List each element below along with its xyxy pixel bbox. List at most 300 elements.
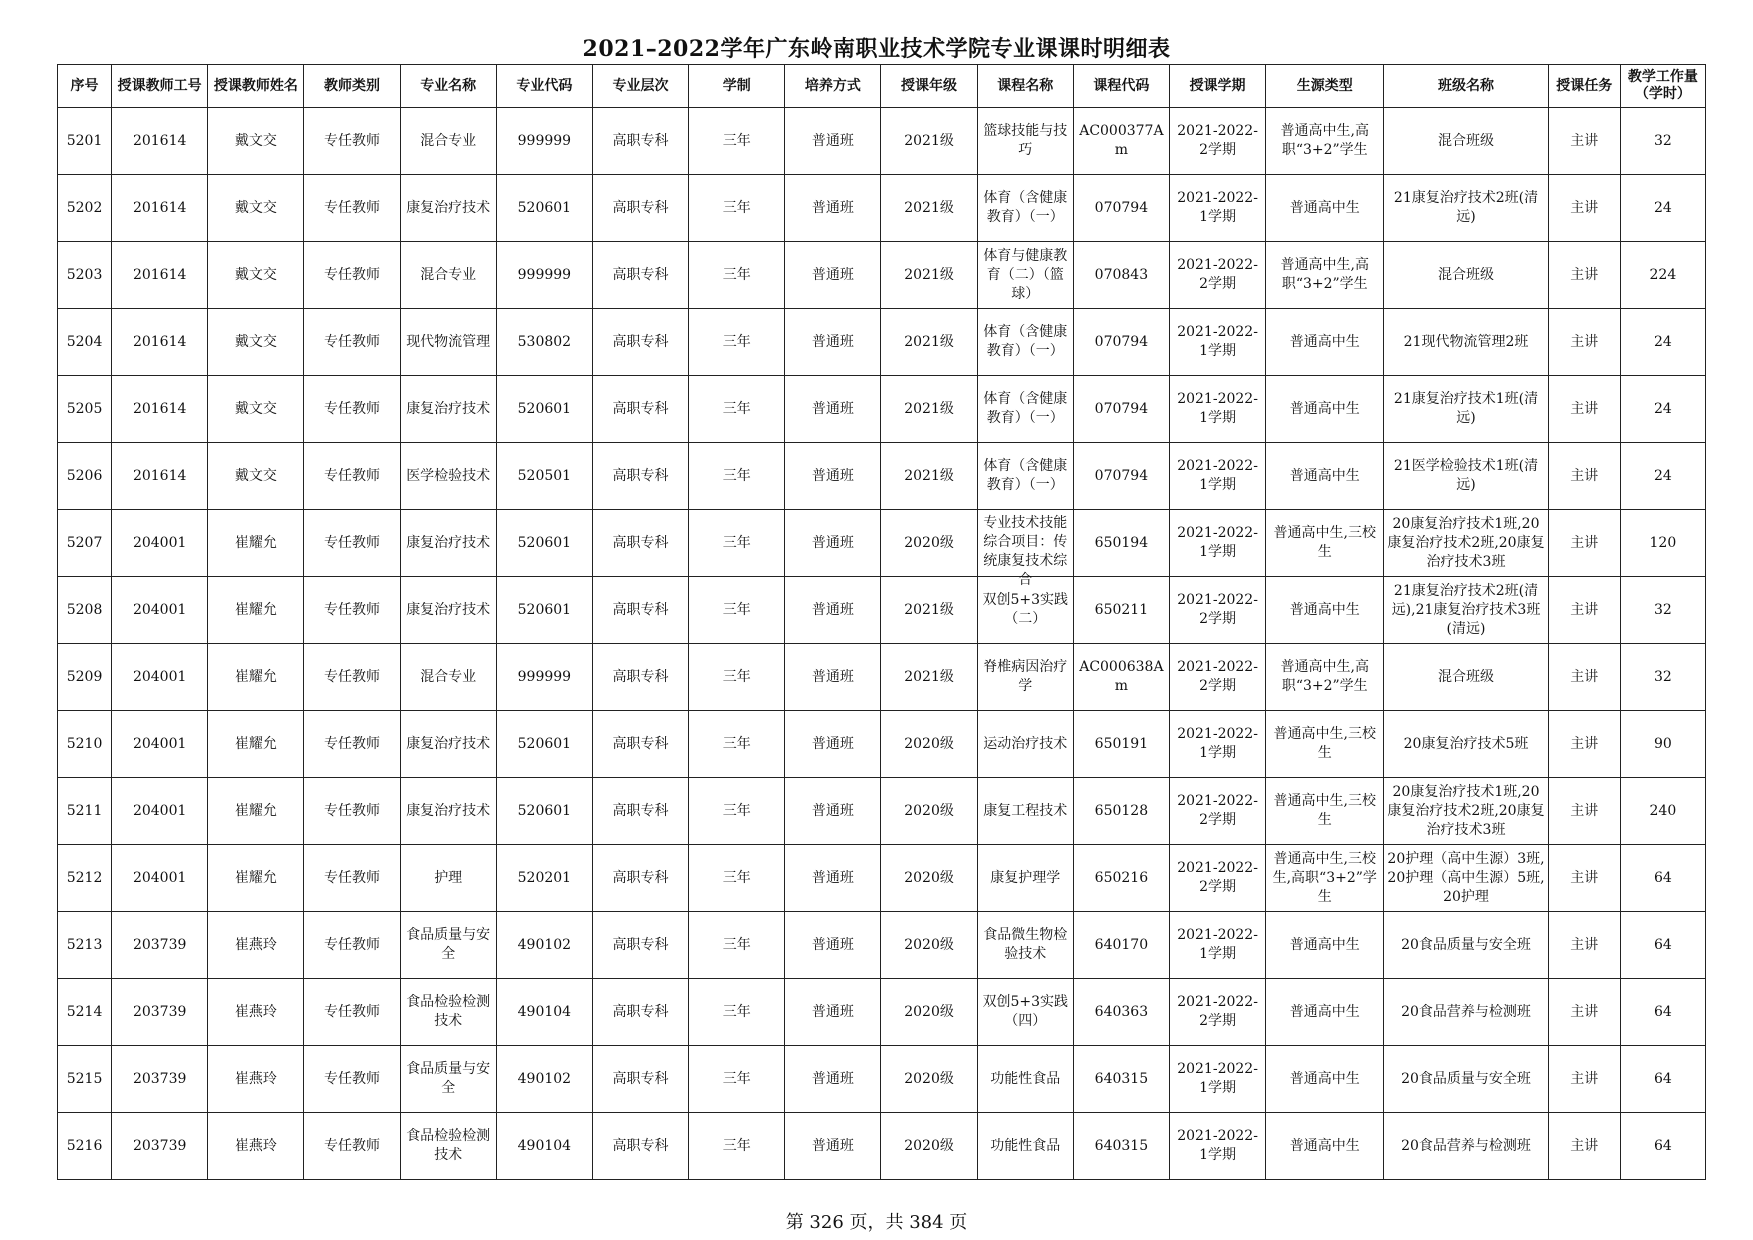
column-header: 教学工作量（学时）	[1620, 65, 1705, 108]
cell-text: 康复治疗技术	[406, 400, 491, 417]
cell-text: 5211	[66, 802, 103, 819]
table-cell	[1620, 309, 1705, 376]
cell-text: 专任教师	[324, 1137, 381, 1154]
table-cell	[112, 1046, 208, 1113]
table-cell	[689, 1046, 785, 1113]
table-cell	[58, 510, 112, 577]
table-cell	[977, 242, 1073, 309]
table-cell	[112, 242, 208, 309]
table-cell	[112, 644, 208, 711]
cell-text: 戴文交	[234, 333, 277, 350]
cell-text: 专任教师	[324, 400, 381, 417]
cell-text: 20康复治疗技术1班,20康复治疗技术2班,20康复治疗技术3班	[1387, 515, 1545, 570]
cell-text: 主讲	[1570, 601, 1599, 618]
cell-text: 普通高中生	[1289, 1003, 1360, 1020]
cell-text: 普通班	[811, 802, 854, 819]
table-cell	[208, 1046, 304, 1113]
table-row	[58, 242, 1706, 309]
cell-text: 高职专科	[612, 1070, 669, 1087]
cell-text: 三年	[722, 400, 751, 417]
table-cell	[785, 443, 881, 510]
cell-text: 20食品营养与检测班	[1401, 1003, 1531, 1020]
cell-text: 三年	[722, 802, 751, 819]
table-cell	[112, 979, 208, 1046]
table-cell	[1548, 309, 1620, 376]
cell-text: 专任教师	[324, 869, 381, 886]
cell-text: 普通班	[811, 1070, 854, 1087]
cell-text: 204001	[132, 869, 187, 886]
table-cell	[1620, 845, 1705, 912]
table-cell	[1073, 309, 1169, 376]
cell-text: 专任教师	[324, 1003, 381, 1020]
cell-text: 三年	[722, 1003, 751, 1020]
cell-text: 高职专科	[612, 333, 669, 350]
table-cell	[400, 376, 496, 443]
table-cell	[881, 510, 977, 577]
cell-text: 体育（含健康教育）（一）	[983, 391, 1068, 426]
cell-text: 食品质量与安全	[406, 927, 491, 962]
table-cell	[1169, 711, 1265, 778]
table-cell	[400, 979, 496, 1046]
table-cell	[1620, 1046, 1705, 1113]
table-cell	[1169, 175, 1265, 242]
header-row	[58, 65, 1706, 108]
table-cell	[58, 711, 112, 778]
cell-text: 三年	[722, 668, 751, 685]
table-cell	[58, 108, 112, 175]
table-cell	[689, 309, 785, 376]
cell-text: 主讲	[1570, 400, 1599, 417]
cell-text: 520601	[517, 400, 572, 417]
table-cell	[592, 577, 688, 644]
cell-text: 主讲	[1570, 1137, 1599, 1154]
cell-text: 2020级	[904, 534, 954, 551]
cell-text: AC000377Am	[1079, 123, 1164, 158]
table-cell	[1620, 912, 1705, 979]
cell-text: 2020级	[904, 735, 954, 752]
table-cell	[1266, 175, 1384, 242]
cell-text: 520601	[517, 601, 572, 618]
cell-text: 201614	[132, 199, 187, 216]
table-cell	[1073, 912, 1169, 979]
cell-text: 崔燕玲	[234, 1003, 277, 1020]
table-cell	[1620, 644, 1705, 711]
table-cell	[1384, 1046, 1548, 1113]
cell-text: 2021-2022-2学期	[1177, 123, 1258, 158]
table-cell	[304, 175, 400, 242]
cell-text: 主讲	[1570, 869, 1599, 886]
table-cell	[592, 443, 688, 510]
table-cell	[785, 845, 881, 912]
table-cell	[1073, 443, 1169, 510]
table-cell	[1548, 845, 1620, 912]
table-cell	[1266, 242, 1384, 309]
column-header: 教师类别	[304, 65, 400, 108]
table-cell	[1384, 309, 1548, 376]
table-cell	[1266, 376, 1384, 443]
table-cell	[1073, 845, 1169, 912]
table-cell	[58, 912, 112, 979]
table-cell	[1266, 711, 1384, 778]
table-row	[58, 309, 1706, 376]
table-cell	[977, 644, 1073, 711]
table-cell	[58, 577, 112, 644]
cell-text: 体育（含健康教育）（一）	[983, 458, 1068, 493]
cell-text: 530802	[517, 333, 572, 350]
table-row	[58, 979, 1706, 1046]
table-cell	[1548, 443, 1620, 510]
cell-text: 5204	[66, 333, 103, 350]
cell-text: 普通班	[811, 467, 854, 484]
table-header	[58, 65, 1706, 108]
table-cell	[1620, 1113, 1705, 1180]
table-cell	[785, 108, 881, 175]
table-cell	[1266, 510, 1384, 577]
table-cell	[304, 443, 400, 510]
cell-text: 490102	[517, 936, 572, 953]
cell-text: 三年	[722, 601, 751, 618]
cell-text: 普通高中生	[1289, 467, 1360, 484]
table-cell	[592, 175, 688, 242]
table-cell	[496, 443, 592, 510]
cell-text: 2021-2022-2学期	[1177, 994, 1258, 1029]
table-cell	[1548, 979, 1620, 1046]
cell-text: 2021-2022-1学期	[1177, 726, 1258, 761]
cell-text: 医学检验技术	[406, 467, 491, 484]
table-cell	[1169, 1046, 1265, 1113]
column-header: 授课年级	[881, 65, 977, 108]
cell-text: 康复治疗技术	[406, 199, 491, 216]
course-hours-table	[57, 64, 1706, 1180]
cell-text: 崔耀允	[234, 534, 277, 551]
column-header: 授课教师姓名	[208, 65, 304, 108]
cell-text: 21现代物流管理2班	[1403, 333, 1529, 350]
cell-text: 24	[1653, 199, 1672, 216]
cell-text: 混合专业	[420, 132, 477, 149]
cell-text: 高职专科	[612, 1003, 669, 1020]
table-cell	[1169, 1113, 1265, 1180]
table-cell	[400, 845, 496, 912]
table-cell	[881, 979, 977, 1046]
cell-text: 混合班级	[1438, 132, 1494, 149]
cell-text: 普通高中生	[1289, 1070, 1360, 1087]
cell-text: 204001	[132, 534, 187, 551]
table-cell	[785, 577, 881, 644]
table-cell	[1548, 1046, 1620, 1113]
cell-text: 240	[1649, 802, 1677, 819]
cell-text: 高职专科	[612, 534, 669, 551]
cell-text: 650211	[1094, 601, 1149, 618]
cell-text: 650216	[1094, 869, 1149, 886]
table-cell	[400, 711, 496, 778]
cell-text: 5212	[66, 869, 103, 886]
cell-text: 21康复治疗技术2班(清远)	[1393, 190, 1539, 225]
column-header: 授课学期	[1169, 65, 1265, 108]
table-cell	[1169, 845, 1265, 912]
table-cell	[1620, 577, 1705, 644]
cell-text: 主讲	[1570, 333, 1599, 350]
table-row	[58, 912, 1706, 979]
cell-text: 高职专科	[612, 266, 669, 283]
table-cell	[977, 912, 1073, 979]
cell-text: 普通班	[811, 601, 854, 618]
table-cell	[304, 510, 400, 577]
cell-text: 高职专科	[612, 735, 669, 752]
cell-text: 5209	[66, 668, 103, 685]
table-cell	[881, 376, 977, 443]
cell-text: 三年	[722, 534, 751, 551]
cell-text: 2021-2022-1学期	[1177, 927, 1258, 962]
cell-text: 普通高中生,三校生,高职“3+2”学生	[1272, 850, 1377, 905]
cell-text: 2021级	[904, 199, 954, 216]
column-header: 学制	[689, 65, 785, 108]
table-cell	[689, 979, 785, 1046]
table-cell	[881, 912, 977, 979]
table-cell	[1384, 376, 1548, 443]
table-cell	[208, 577, 304, 644]
table-cell	[58, 1046, 112, 1113]
table-cell	[112, 711, 208, 778]
cell-text: 普通高中生	[1289, 936, 1360, 953]
cell-text: 2021级	[904, 400, 954, 417]
cell-text: 204001	[132, 802, 187, 819]
cell-text: 普通班	[811, 668, 854, 685]
table-cell	[1620, 175, 1705, 242]
table-cell	[1169, 376, 1265, 443]
cell-text: 康复护理学	[990, 869, 1061, 886]
table-cell	[689, 778, 785, 845]
table-cell	[689, 108, 785, 175]
cell-text: 20食品质量与安全班	[1401, 1070, 1531, 1087]
table-cell	[1169, 644, 1265, 711]
table-cell	[785, 979, 881, 1046]
cell-text: 普通高中生,三校生	[1273, 525, 1376, 560]
table-cell	[496, 778, 592, 845]
cell-text: 5213	[66, 936, 103, 953]
table-cell	[689, 376, 785, 443]
cell-text: 康复治疗技术	[406, 601, 491, 618]
cell-text: 20食品质量与安全班	[1401, 936, 1531, 953]
cell-text: 2021级	[904, 132, 954, 149]
table-cell	[689, 845, 785, 912]
table-cell	[496, 108, 592, 175]
cell-text: 戴文交	[234, 400, 277, 417]
cell-text: 专任教师	[324, 266, 381, 283]
cell-text: 520601	[517, 534, 572, 551]
cell-text: 640315	[1094, 1070, 1149, 1087]
cell-text: 三年	[722, 1137, 751, 1154]
table-cell	[1266, 577, 1384, 644]
table-cell	[1548, 376, 1620, 443]
cell-text: 专任教师	[324, 668, 381, 685]
table-cell	[304, 644, 400, 711]
table-cell	[592, 242, 688, 309]
table-cell	[1266, 309, 1384, 376]
cell-text: 490104	[517, 1137, 572, 1154]
cell-text: 2021-2022-1学期	[1177, 190, 1258, 225]
cell-text: 32	[1653, 132, 1672, 149]
table-cell	[304, 711, 400, 778]
cell-text: 普通班	[811, 869, 854, 886]
cell-text: 2021-2022-1学期	[1177, 1128, 1258, 1163]
table-cell	[58, 979, 112, 1046]
table-cell	[496, 845, 592, 912]
table-cell	[208, 309, 304, 376]
cell-text: 戴文交	[234, 467, 277, 484]
table-cell	[1548, 912, 1620, 979]
table-cell	[1384, 711, 1548, 778]
cell-text: 520601	[517, 735, 572, 752]
cell-text: 普通高中生,高职“3+2”学生	[1280, 257, 1369, 292]
table-cell	[400, 242, 496, 309]
cell-text: 490102	[517, 1070, 572, 1087]
cell-text: 2021级	[904, 601, 954, 618]
table-cell	[1169, 510, 1265, 577]
cell-text: 20康复治疗技术1班,20康复治疗技术2班,20康复治疗技术3班	[1387, 783, 1545, 838]
cell-text: 490104	[517, 1003, 572, 1020]
cell-text: 5205	[66, 400, 103, 417]
cell-text: 崔耀允	[234, 735, 277, 752]
table-cell	[58, 1113, 112, 1180]
table-cell	[689, 644, 785, 711]
cell-text: 32	[1653, 668, 1672, 685]
cell-text: 普通高中生,三校生	[1273, 793, 1376, 828]
table-cell	[977, 510, 1073, 588]
table-cell	[592, 510, 688, 577]
cell-text: 224	[1649, 266, 1677, 283]
table-cell	[881, 309, 977, 376]
table-cell	[1384, 175, 1548, 242]
table-cell	[977, 845, 1073, 912]
table-row	[58, 443, 1706, 510]
table-cell	[496, 912, 592, 979]
table-cell	[1384, 979, 1548, 1046]
table-cell	[1073, 644, 1169, 711]
table-cell	[400, 1046, 496, 1113]
cell-text: 2021-2022-1学期	[1177, 525, 1258, 560]
table-cell	[1266, 778, 1384, 845]
table-cell	[112, 510, 208, 577]
table-cell	[881, 1046, 977, 1113]
table-cell	[1548, 175, 1620, 242]
cell-text: 999999	[517, 132, 572, 149]
cell-text: 专任教师	[324, 467, 381, 484]
table-cell	[1169, 912, 1265, 979]
cell-text: 070794	[1094, 400, 1149, 417]
cell-text: 2021级	[904, 467, 954, 484]
cell-text: 食品质量与安全	[406, 1061, 491, 1096]
table-cell	[881, 1113, 977, 1180]
cell-text: 2020级	[904, 802, 954, 819]
table-row	[58, 845, 1706, 912]
cell-text: 高职专科	[612, 936, 669, 953]
cell-text: 070794	[1094, 199, 1149, 216]
document-title: 2021–2022学年广东岭南职业技术学院专业课课时明细表	[582, 36, 1171, 62]
cell-text: 主讲	[1570, 132, 1599, 149]
table-cell	[496, 309, 592, 376]
table-cell	[1620, 242, 1705, 309]
cell-text: 戴文交	[234, 132, 277, 149]
cell-text: 主讲	[1570, 534, 1599, 551]
cell-text: 三年	[722, 132, 751, 149]
column-header: 班级名称	[1384, 65, 1548, 108]
table-cell	[112, 376, 208, 443]
cell-text: 普通班	[811, 735, 854, 752]
table-cell	[400, 577, 496, 644]
cell-text: 650128	[1094, 802, 1149, 819]
cell-text: 专任教师	[324, 1070, 381, 1087]
table-cell	[496, 175, 592, 242]
table-cell	[1384, 778, 1548, 845]
cell-text: 三年	[722, 936, 751, 953]
cell-text: 崔耀允	[234, 869, 277, 886]
table-cell	[881, 845, 977, 912]
table-row	[58, 577, 1706, 644]
cell-text: 070843	[1094, 266, 1149, 283]
table-cell	[1384, 510, 1548, 577]
table-cell	[400, 644, 496, 711]
cell-text: 普通高中生,高职“3+2”学生	[1280, 123, 1369, 158]
table-cell	[496, 979, 592, 1046]
cell-text: 三年	[722, 869, 751, 886]
cell-text: 高职专科	[612, 132, 669, 149]
cell-text: 普通高中生,三校生	[1273, 726, 1376, 761]
table-cell	[208, 175, 304, 242]
cell-text: 5203	[66, 266, 103, 283]
cell-text: 203739	[132, 1003, 187, 1020]
table-cell	[785, 1046, 881, 1113]
table-cell	[977, 1113, 1073, 1180]
table-cell	[881, 175, 977, 242]
table-cell	[785, 510, 881, 577]
cell-text: 24	[1653, 400, 1672, 417]
table-cell	[112, 577, 208, 644]
column-header: 课程名称	[977, 65, 1073, 108]
table-cell	[689, 175, 785, 242]
cell-text: 20食品营养与检测班	[1401, 1137, 1531, 1154]
table-cell	[58, 376, 112, 443]
cell-text: 主讲	[1570, 1003, 1599, 1020]
cell-text: 普通班	[811, 1137, 854, 1154]
table-cell	[1620, 108, 1705, 175]
cell-text: 专业技术技能综合项目：传统康复技术综合	[983, 515, 1068, 588]
table-cell	[400, 443, 496, 510]
table-body	[58, 108, 1706, 1180]
cell-text: 2021-2022-2学期	[1177, 592, 1258, 627]
table-cell	[1384, 577, 1548, 644]
cell-text: 64	[1653, 1003, 1672, 1020]
table-cell	[496, 376, 592, 443]
table-cell	[592, 644, 688, 711]
table-cell	[400, 510, 496, 577]
table-cell	[112, 1113, 208, 1180]
cell-text: 主讲	[1570, 266, 1599, 283]
table-cell	[112, 108, 208, 175]
cell-text: 2021-2022-1学期	[1177, 324, 1258, 359]
cell-text: 高职专科	[612, 802, 669, 819]
cell-text: 普通高中生	[1289, 333, 1360, 350]
cell-text: 201614	[132, 400, 187, 417]
table-cell	[496, 510, 592, 577]
table-cell	[112, 175, 208, 242]
cell-text: 体育（含健康教育）（一）	[983, 324, 1068, 359]
table-cell	[881, 778, 977, 845]
table-cell	[689, 711, 785, 778]
table-cell	[1548, 711, 1620, 778]
table-cell	[785, 711, 881, 778]
cell-text: 90	[1653, 735, 1672, 752]
table-cell	[977, 175, 1073, 242]
